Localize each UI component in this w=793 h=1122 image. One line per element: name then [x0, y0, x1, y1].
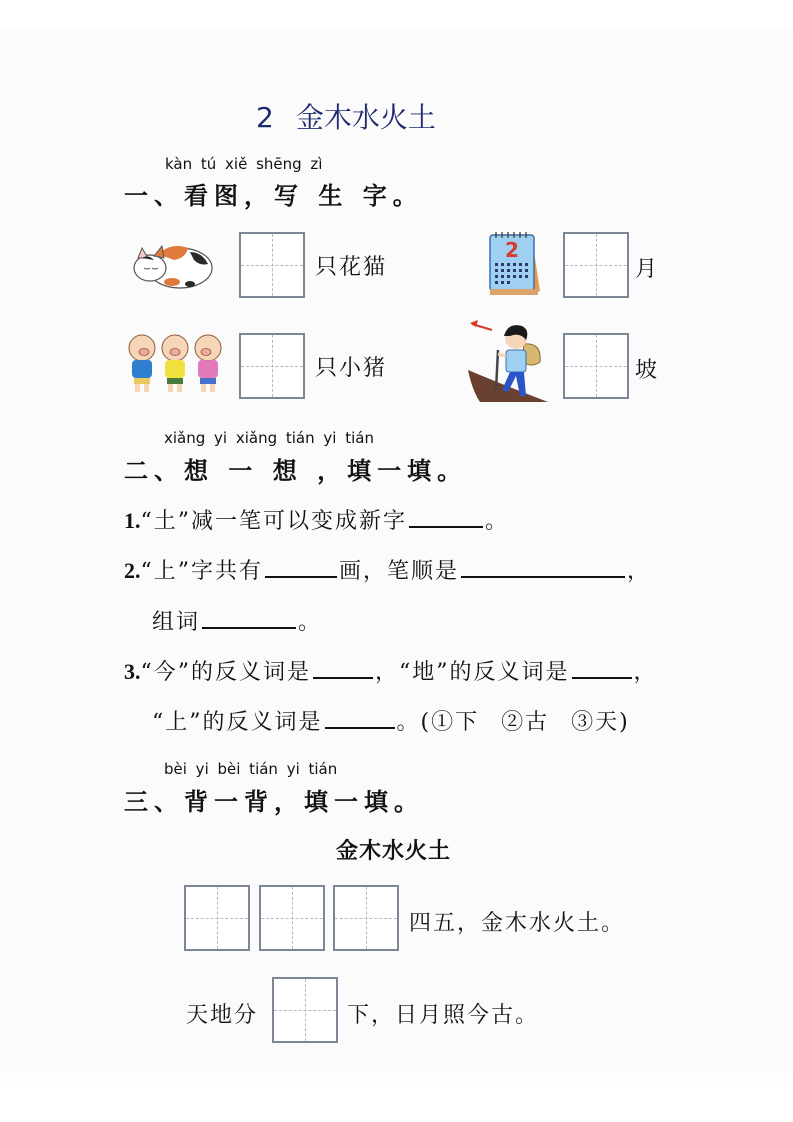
antonym-shang-label: “上”的反义词是 [152, 710, 323, 735]
question-2-text-b: 画，笔顺是 [339, 559, 460, 584]
question-1-end: 。 [485, 509, 510, 534]
section1-heading: 一、看图，写 生 字。 [124, 182, 423, 210]
svg-text:2: 2 [505, 238, 519, 262]
question-3-text-a: “今”的反义词是 [140, 660, 311, 685]
calendar-illustration [486, 229, 542, 299]
cat-illustration [128, 236, 216, 292]
lesson-title: 金木水火土 [295, 101, 436, 134]
section3-heading: 三、背一背，填一填。 [124, 788, 424, 816]
poem-title: 金木水火土 [336, 839, 452, 864]
question-3-text-c: ， [633, 660, 658, 685]
boy-climbing-slope-illustration [466, 316, 552, 404]
three-pigs-illustration [126, 330, 226, 396]
options-open: ( [420, 710, 432, 735]
section2-heading: 二、想 一 想 ，填一填。 [124, 457, 468, 485]
question-3-number: 3. [124, 659, 141, 684]
question-2-text-a: “上”字共有 [140, 559, 263, 584]
question-1 [124, 504, 509, 535]
question-2-line-1 [124, 554, 651, 585]
option-3: ③天 [571, 710, 620, 735]
section2-pinyin: xiǎng yi xiǎng tián yi tián [164, 429, 374, 447]
poem-box-2[interactable] [259, 885, 325, 951]
slope-suffix: 坡 [635, 358, 660, 383]
question-1-blank[interactable] [409, 506, 483, 528]
page-title [256, 96, 436, 136]
section1-pinyin: kàn tú xiě shēng zì [165, 155, 323, 173]
option-1: ①下 [431, 710, 480, 735]
poem-box-4[interactable] [272, 977, 338, 1043]
section3-pinyin: bèi yi bèi tián yi tián [164, 760, 338, 778]
pig-suffix: 只小猪 [315, 356, 388, 381]
antonym-shang-blank[interactable] [325, 707, 395, 729]
stroke-order-blank[interactable] [461, 556, 625, 578]
word-group-label: 组词 [152, 610, 201, 635]
writing-box-pig[interactable] [239, 333, 305, 399]
question-3-line-1 [124, 655, 658, 686]
question-2-line-2 [152, 605, 322, 636]
option-2: ②古 [501, 710, 550, 735]
lesson-number: 2 [256, 101, 274, 134]
word-group-blank[interactable] [202, 607, 296, 629]
poem-line-2-prefix: 天地分 [186, 1003, 259, 1028]
antonym-jin-blank[interactable] [313, 657, 373, 679]
poem-box-3[interactable] [333, 885, 399, 951]
writing-box-cat[interactable] [239, 232, 305, 298]
poem-line-2-suffix: 下，日月照今古。 [347, 1003, 540, 1028]
cat-suffix: 只花猫 [315, 255, 388, 280]
antonym-di-blank[interactable] [572, 657, 632, 679]
question-3-text-b: ，“地”的反义词是 [375, 660, 570, 685]
writing-box-slope[interactable] [563, 333, 629, 399]
question-3-line-2 [152, 705, 630, 736]
options-close: ) [619, 710, 630, 735]
question-1-text: “土”减一笔可以变成新字 [140, 509, 407, 534]
month-suffix: 月 [635, 257, 660, 282]
writing-box-month[interactable] [563, 232, 629, 298]
question-2-number: 2. [124, 558, 141, 583]
poem-line-1-suffix: 四五，金木水火土。 [409, 911, 626, 936]
question-3-end: 。 [396, 710, 421, 735]
stroke-count-blank[interactable] [265, 556, 337, 578]
question-2-end: 。 [298, 610, 323, 635]
question-2-text-c: ， [627, 559, 652, 584]
question-1-number: 1. [124, 508, 141, 533]
poem-box-1[interactable] [184, 885, 250, 951]
